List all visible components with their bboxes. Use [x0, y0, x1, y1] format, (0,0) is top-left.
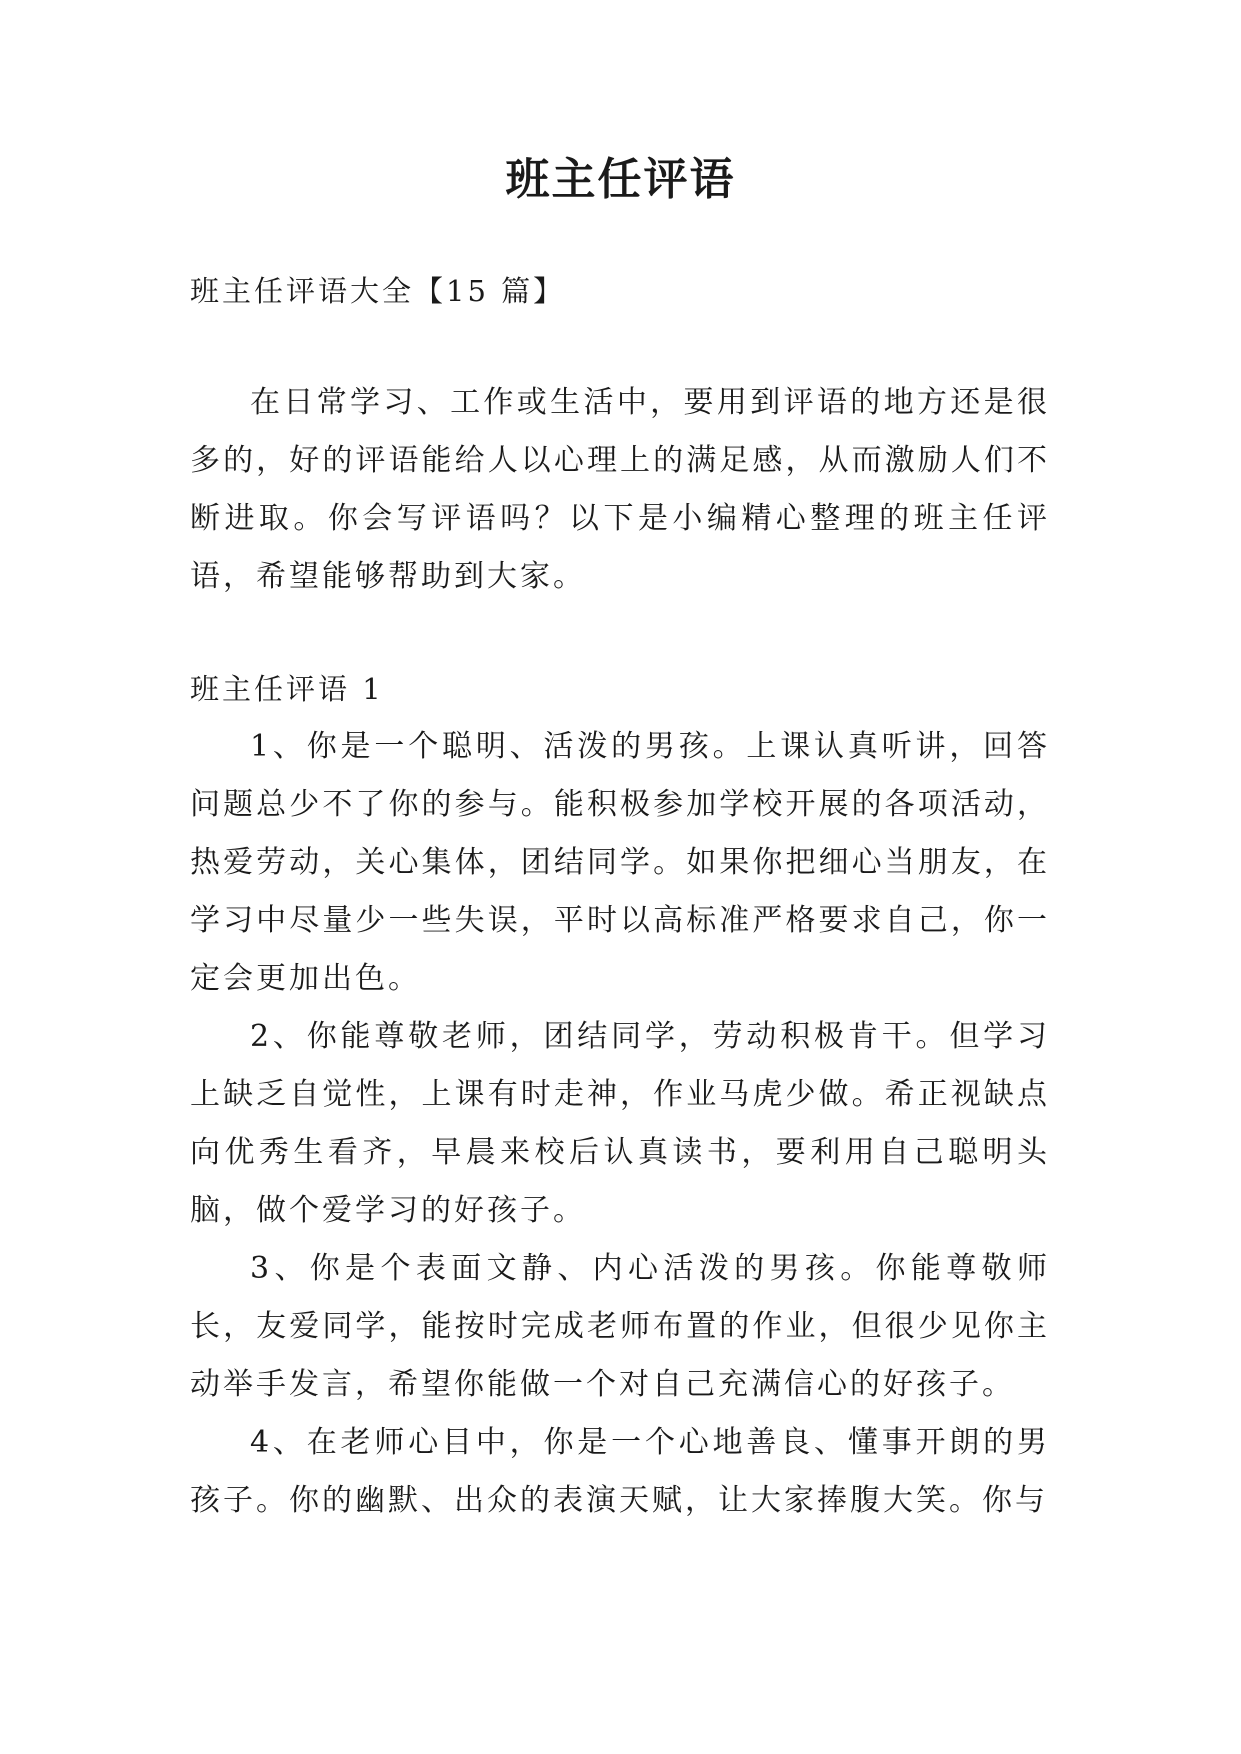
intro-paragraph: 在日常学习、工作或生活中，要用到评语的地方还是很多的，好的评语能给人以心理上的满足感，从而激励人们不断进取。你会写评语吗？以下是小编精心整理的班主任评语，希望能够帮助到大家。 — [190, 385, 1050, 594]
comment-paragraph: 3、你是个表面文静、内心活泼的男孩。你能尊敬师长，友爱同学，能按时完成老师布置的作业，但很少见你主动举手发言，希望你能做一个对自己充满信心的好孩子。 — [190, 1251, 1050, 1402]
document-title: 班主任评语 — [505, 154, 736, 205]
section-heading: 班主任评语 1 — [190, 672, 384, 706]
comment-paragraph: 4、在老师心目中，你是一个心地善良、懂事开朗的男孩子。你的幽默、出众的表演天赋，让大家捧腹大笑。你与 — [190, 1425, 1050, 1518]
comment-paragraph: 1、你是一个聪明、活泼的男孩。上课认真听讲，回答问题总少不了你的参与。能积极参加学校开展的各项活动，热爱劳动，关心集体，团结同学。如果你把细心当朋友，在学习中尽量少一些失误，平时以高标准严格要求自己，你一定会更加出色。 — [190, 729, 1050, 996]
comment-paragraph: 2、你能尊敬老师，团结同学，劳动积极肯干。但学习上缺乏自觉性，上课有时走神，作业马虎少做。希正视缺点向优秀生看齐，早晨来校后认真读书，要利用自己聪明头脑，做个爱学习的好孩子。 — [190, 1019, 1050, 1228]
document-body — [190, 262, 1050, 1530]
document-subtitle: 班主任评语大全【15 篇】 — [190, 274, 566, 308]
